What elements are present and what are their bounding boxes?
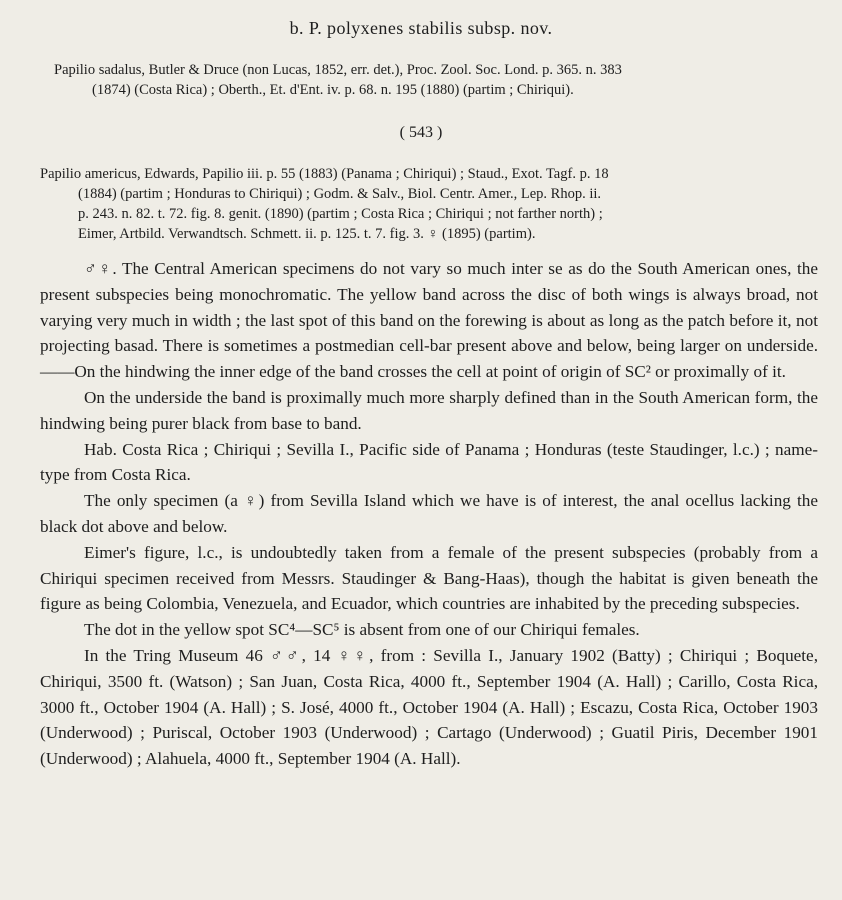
synonymy-2-line-2: (1884) (partim ; Honduras to Chiriqui) ; Godm. & Salv., Biol. Centr. Amer., Lep. Rhop. ii. (78, 186, 602, 202)
synonymy-2-line-4: Eimer, Artbild. Verwandtsch. Schmett. ii. p. 125. t. 7. fig. 3. ♀ (1895) (partim). (78, 226, 536, 242)
description-body (40, 256, 818, 772)
paragraph-habitat: Hab. Costa Rica ; Chiriqui ; Sevilla I., Pacific side of Panama ; Honduras (teste Staudinger, l.c.) ; name-type from Costa Rica. (40, 439, 818, 485)
paragraph-description: ♂♀. The Central American specimens do not vary so much inter se as do the South American ones, the present subspecies being monochromatic. The yellow band across the disc of both wings is always broad, not varying very much in width ; the last spot of this band on the forewing is about as long as the patch before it, not projecting basad. There is sometimes a postmedian cell-bar present above and below, being larger on underside.——On the hindwing the inner edge of the band crosses the cell at point of origin of SC² or proximally of it. (40, 259, 818, 382)
synonymy-block-1 (54, 60, 814, 100)
paragraph-tring-museum: In the Tring Museum 46 ♂♂, 14 ♀♀, from : Sevilla I., January 1902 (Batty) ; Chiriqui ; Boquete, Chiriqui, 3500 ft. (Watson) ; San Juan, Costa Rica, 4000 ft., September 1904 (A. Hall) ; Carillo, Costa Rica, 3000 ft., October 1904 (A. Hall) ; S. José, 4000 ft., October 1904 (A. Hall) ; Escazu, Costa Rica, October 1903 (Underwood) ; Puriscal, October 1903 (Underwood) ; Cartago (Underwood) ; Guatil Piris, December 1901 (Underwood) ; Alahuela, 4000 ft., September 1904 (A. Hall). (40, 645, 818, 769)
paragraph-dot-note: The dot in the yellow spot SC⁴—SC⁵ is absent from one of our Chiriqui females. (84, 620, 640, 640)
synonymy-2-line-1: Papilio americus, Edwards, Papilio iii. p. 55 (1883) (Panama ; Chiriqui) ; Staud., Exot. Tagf. p. 18 (40, 166, 609, 182)
synonymy-block-2 (40, 164, 820, 244)
subspecies-heading: b. P. polyxenes stabilis subsp. nov. (289, 18, 553, 38)
page-number: ( 543 ) (399, 124, 443, 141)
paragraph-sevilla-specimen: The only specimen (a ♀) from Sevilla Island which we have is of interest, the anal ocellus lacking the black dot above and below. (40, 491, 818, 536)
synonymy-1-line-2: (1874) (Costa Rica) ; Oberth., Et. d'Ent. iv. p. 68. n. 195 (1880) (partim ; Chiriqui). (92, 82, 574, 98)
paragraph-underside: On the underside the band is proximally much more sharply defined than in the South American form, the hindwing being purer black from base to band. (40, 387, 818, 433)
paragraph-eimer-figure: Eimer's figure, l.c., is undoubtedly taken from a female of the present subspecies (probably from a Chiriqui specimen received from Messrs. Staudinger & Bang-Haas), though the habitat is given beneath the figure as being Colombia, Venezuela, and Ecuador, which countries are inhabited by the preceding subspecies. (40, 542, 818, 614)
synonymy-1-line-1: Papilio sadalus, Butler & Druce (non Lucas, 1852, err. det.), Proc. Zool. Soc. Lond. p. 365. n. 383 (54, 62, 622, 78)
synonymy-2-line-3: p. 243. n. 82. t. 72. fig. 8. genit. (1890) (partim ; Costa Rica ; Chiriqui ; not farther north) ; (78, 206, 603, 222)
